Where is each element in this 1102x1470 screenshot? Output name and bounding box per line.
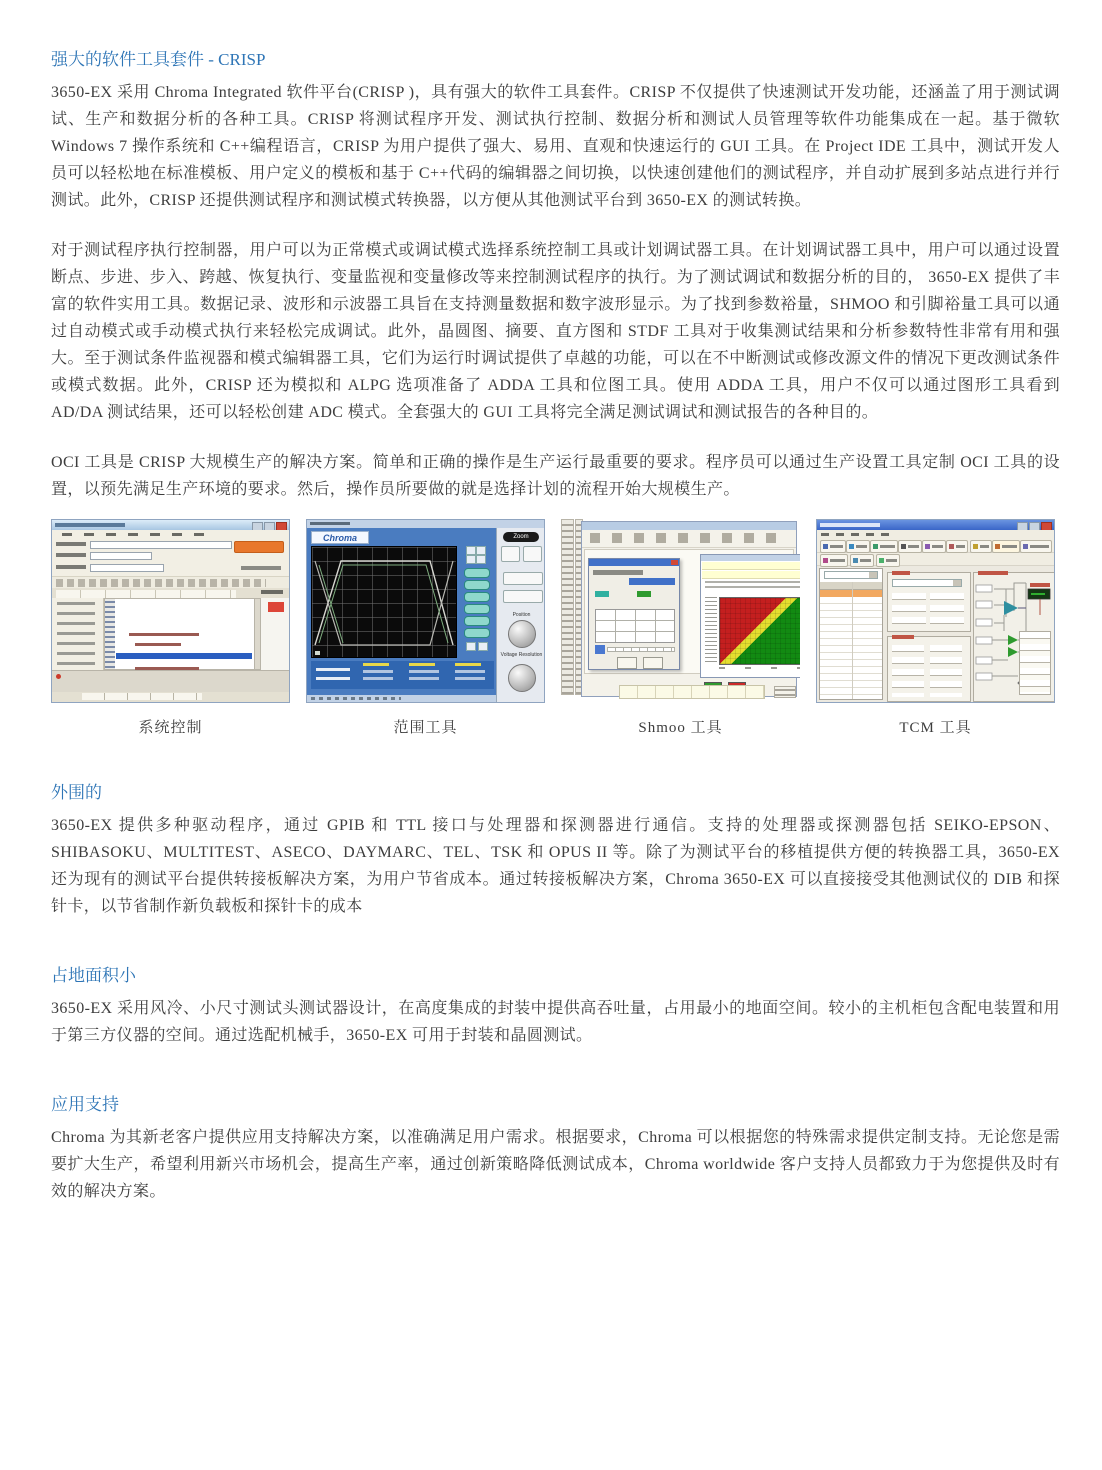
line-relay-button <box>1020 540 1052 553</box>
menu-bar <box>817 530 1054 538</box>
window-title-bar-text <box>310 522 350 525</box>
log-status-icon <box>56 674 61 679</box>
log-text-rows <box>702 579 800 593</box>
result-fail-badge <box>268 602 284 612</box>
figure-tcm-tool <box>816 519 1055 737</box>
result-panel <box>261 598 289 670</box>
oscilloscope-screen <box>311 546 457 658</box>
bottom-result-table <box>619 685 765 699</box>
screenshot-system-control <box>51 519 290 703</box>
pmu-button <box>922 540 946 553</box>
plot-window-titlebar <box>701 555 800 561</box>
zoom-out-button <box>523 546 542 562</box>
screenshot-shmoo-tool <box>561 519 800 703</box>
figure-scope-tool <box>306 519 545 737</box>
write-button <box>876 554 900 567</box>
pgm-button <box>970 540 992 553</box>
paragraph-app-support: Chroma 为其新老客户提供应用支持解决方案，以准确满足用户需求。根据要求，Chroma 可以根据您的特殊需求提供定制支持。无论您是需要扩大生产，希望利用新兴市场机会，提高生产率，通过创新策略降低测试成本，Chroma worldwide 客户支持人员都致力于为您提供及时有效的解决方案。 <box>51 1129 1060 1200</box>
timing-set-dropdown <box>892 579 962 587</box>
pmu-fields-panel <box>1019 631 1051 695</box>
y-axis-ticks <box>705 597 717 665</box>
info-row <box>702 571 800 579</box>
paragraph-crisp-2: 对于测试程序执行控制器，用户可以为正常模式或调试模式选择系统控制工具或计划调试器工具。在计划调试器工具中，用户可以通过设置断点、步进、步入、跨越、恢复执行、变量监视和变量修改等来控制测试程序的执行。为了测试调试和数据分析的目的， 3650-EX 提供了丰富的软件实用工具。数据记录、波形和示波器工具旨在支持测量数据和数字波形显示。为了找到参数裕量，SHMOO 和引脚裕量工具可以通过自动模式或手动模式执行来轻松完成调试。此外，晶圆图、摘要、直方图和 STDF 工具对于收集测试结果和分析参数特性非常有用和强大。至于测试条件监视器和模式编辑器工具，它们为运行时调试提供了卓越的功能，可以在不中断测试或修改源文件的情况下更改测试条件或模式数据。此外，CRISP 还为模拟和 ALPG 选项准备了 ADDA 工具和位图工具。使用 ADDA 工具，用户不仅可以通过图形工具看到 AD/DA 测试结果，还可以轻松创建 ADC 模式。全套强大的 GUI 工具将完全满足测试调试和测试报告的各种目的。 <box>51 242 1060 421</box>
section-footprint <box>51 964 1060 1049</box>
dialog-button <box>617 657 637 669</box>
code-editor <box>104 598 261 670</box>
pin-mode-groupbox <box>887 636 971 702</box>
paragraph-crisp-1: 3650-EX 采用 Chroma Integrated 软件平台(CRISP )，具有强大的软件工具套件。CRISP 不仅提供了快速测试开发功能，还涵盖了用于测试调试、生产和数据分析的各种工具。CRISP 将测试程序开发、测试执行控制、数据分析和测试人员管理等软件功能集成在一起。基于微软 Windows 7 操作系统和 C++编程语言，CRISP 为用户提供了强大、易用、直观和快速运行的 GUI 工具。在 Project IDE 工具中，测试开发人员可以轻松地在标准模板、用户定义的模板和基于 C++代码的编辑器之间切换，以快速创建他们的测试程序，并自动扩展到多站点进行并行测试。此外，CRISP 还提供测试程序和测试模式转换器，以方便从其他测试平台到 3650-EX 的测试转换。 <box>51 84 1060 209</box>
teal-button <box>464 616 490 626</box>
vertical-button <box>503 590 543 603</box>
zoom-group-label: Zoom <box>503 532 539 542</box>
voltage-resolution-knob <box>508 664 536 692</box>
highlighted-code-line <box>116 653 252 659</box>
toolbar <box>52 576 289 588</box>
titlebar <box>52 520 289 530</box>
timing-fields-right <box>930 593 964 627</box>
toolbar-main <box>817 538 1054 553</box>
shmoo-plot <box>719 597 800 665</box>
toolbar <box>582 530 796 548</box>
screenshot-scope-tool <box>306 519 545 703</box>
pin-list-panel <box>819 568 883 700</box>
dps-button <box>946 540 968 553</box>
control-panel <box>496 528 545 702</box>
paragraph-footprint: 3650-EX 采用风冷、小尺寸测试头测试器设计，在高度集成的封装中提供高吞吐量，占用最小的地面空间。较小的主机柜包含配电装置和用于第三方仪器的空间。通过选配机械手，3650-EX 可用于封装和晶圆测试。 <box>51 1000 1060 1044</box>
mode-button <box>898 540 922 553</box>
window-title-bar-text <box>55 523 125 527</box>
equipment-type-label <box>56 565 86 569</box>
toolbar-secondary <box>817 553 1054 566</box>
background-window-strip <box>561 519 574 695</box>
teal-button <box>464 568 490 578</box>
section-heading-app-support: 应用支持 <box>51 1095 119 1114</box>
timing-fields-left <box>892 593 926 627</box>
x-axis-ticks <box>719 667 800 671</box>
ring-pin-button <box>820 554 848 567</box>
pin-mode-fields-right <box>930 645 962 697</box>
equipment-type-field <box>90 564 164 572</box>
shmoo-plot-window <box>700 554 800 678</box>
file-setup-label <box>56 553 86 557</box>
menu-bar <box>52 530 289 539</box>
dialog-button <box>643 657 663 669</box>
teal-button <box>464 628 490 638</box>
paragraph-crisp-3: OCI 工具是 CRISP 大规模生产的解决方案。简单和正确的操作是生产运行最重要的要求。程序员可以通过生产设置工具定制 OCI 工具的设置，以预先满足生产环境的要求。然后，操作员所要做的就是选择计划的流程开始大规模生产。 <box>51 454 1060 498</box>
timing-groupbox <box>887 572 971 632</box>
editor-tabs <box>52 588 289 598</box>
titlebar <box>307 520 544 528</box>
chroma-logo: Chroma <box>311 531 369 544</box>
titlebar <box>817 520 1054 530</box>
bottom-tabs <box>52 692 289 702</box>
selected-field <box>629 578 675 585</box>
close-icon <box>671 560 678 565</box>
test-program-path-field <box>90 541 232 549</box>
tool-screenshot-gallery <box>51 519 1060 737</box>
paragraph-peripherals: 3650-EX 提供多种驱动程序，通过 GPIB 和 TTL 接口与处理器和探测器进行通信。支持的处理器或探测器包括 SEIKO-EPSON、SHIBASOKU、MULTITEST、ASECO、DAYMARC、TEL、TSK 和 OPUS II 等。除了为测试平台的移植提供方便的转换器工具，3650-EX 还为现有的测试平台提供转接板解决方案，为用户节省成本。通过转接板解决方案，Chroma 3650-EX 可以直接接受其他测试仪的 DIB 和探针卡，以节省制作新负载板和探针卡的成本 <box>51 817 1060 915</box>
mode-label <box>593 570 643 575</box>
dialog-titlebar <box>589 559 679 566</box>
figure-system-control <box>51 519 290 737</box>
window-buttons <box>1017 522 1052 529</box>
timing-button <box>820 540 846 553</box>
pin-mode-fields-left <box>892 645 924 697</box>
pin-table-header <box>820 582 882 590</box>
section-peripherals <box>51 781 1060 920</box>
caption-shmoo-tool: Shmoo 工具 <box>638 720 723 736</box>
shmoo-main-window <box>581 521 797 697</box>
info-row <box>702 562 800 570</box>
caption-system-control: 系统控制 <box>138 720 203 736</box>
figure-shmoo-tool <box>561 519 800 737</box>
section-crisp <box>51 48 1060 503</box>
position-knob-label: Position <box>512 612 531 618</box>
section-app-support <box>51 1093 1060 1205</box>
program-form <box>52 539 289 576</box>
un-table-button <box>992 540 1020 553</box>
window-title-bar-text <box>820 523 880 527</box>
caption-scope-tool: 范围工具 <box>393 720 458 736</box>
measurement-button <box>503 572 543 585</box>
line-number-gutter <box>105 599 115 669</box>
log-panel <box>52 670 289 692</box>
voltage-resolution-knob-label: Voltage Resolution <box>500 652 543 658</box>
level-button <box>846 540 870 553</box>
checkbox-teal <box>595 591 609 597</box>
checkbox-green <box>637 591 651 597</box>
teal-button <box>464 580 490 590</box>
page-content <box>51 48 1060 1205</box>
titlebar <box>582 522 796 530</box>
caption-tcm-tool: TCM 工具 <box>899 720 972 736</box>
pin-electronics-groupbox <box>973 572 1055 702</box>
teal-button <box>464 604 490 614</box>
cell-row <box>607 647 675 652</box>
test-program-label <box>56 542 86 546</box>
section-heading-footprint: 占地面积小 <box>51 966 136 985</box>
waveform-button <box>870 540 898 553</box>
section-heading-peripherals: 外围的 <box>51 783 102 802</box>
editor-scrollbar <box>254 599 260 669</box>
shmoo-setting-dialog <box>588 558 680 670</box>
window-buttons <box>252 522 287 529</box>
channel-button-column <box>460 546 494 658</box>
result-label <box>261 590 283 594</box>
teal-button <box>464 592 490 602</box>
bottom-right-values <box>774 686 796 698</box>
column-divider <box>852 582 853 699</box>
section-heading-crisp: 强大的软件工具套件 - CRISP <box>51 50 266 69</box>
binding-stop-option <box>241 566 281 570</box>
zoom-in-button <box>501 546 520 562</box>
position-knob <box>508 620 536 648</box>
measurement-readout-bar <box>311 661 494 689</box>
offline-button <box>234 541 284 553</box>
file-setup-field <box>90 552 152 560</box>
screenshot-tcm-tool <box>816 519 1055 703</box>
selected-cell <box>595 645 605 654</box>
eye-diagram-waveform <box>312 547 458 659</box>
status-bar <box>307 695 496 702</box>
selected-pin-row <box>820 590 882 597</box>
setting-panel <box>52 598 104 670</box>
read-button <box>850 554 874 567</box>
parameter-table <box>595 609 675 643</box>
pin-table-rows <box>820 597 882 699</box>
bank-dropdown <box>824 571 878 579</box>
